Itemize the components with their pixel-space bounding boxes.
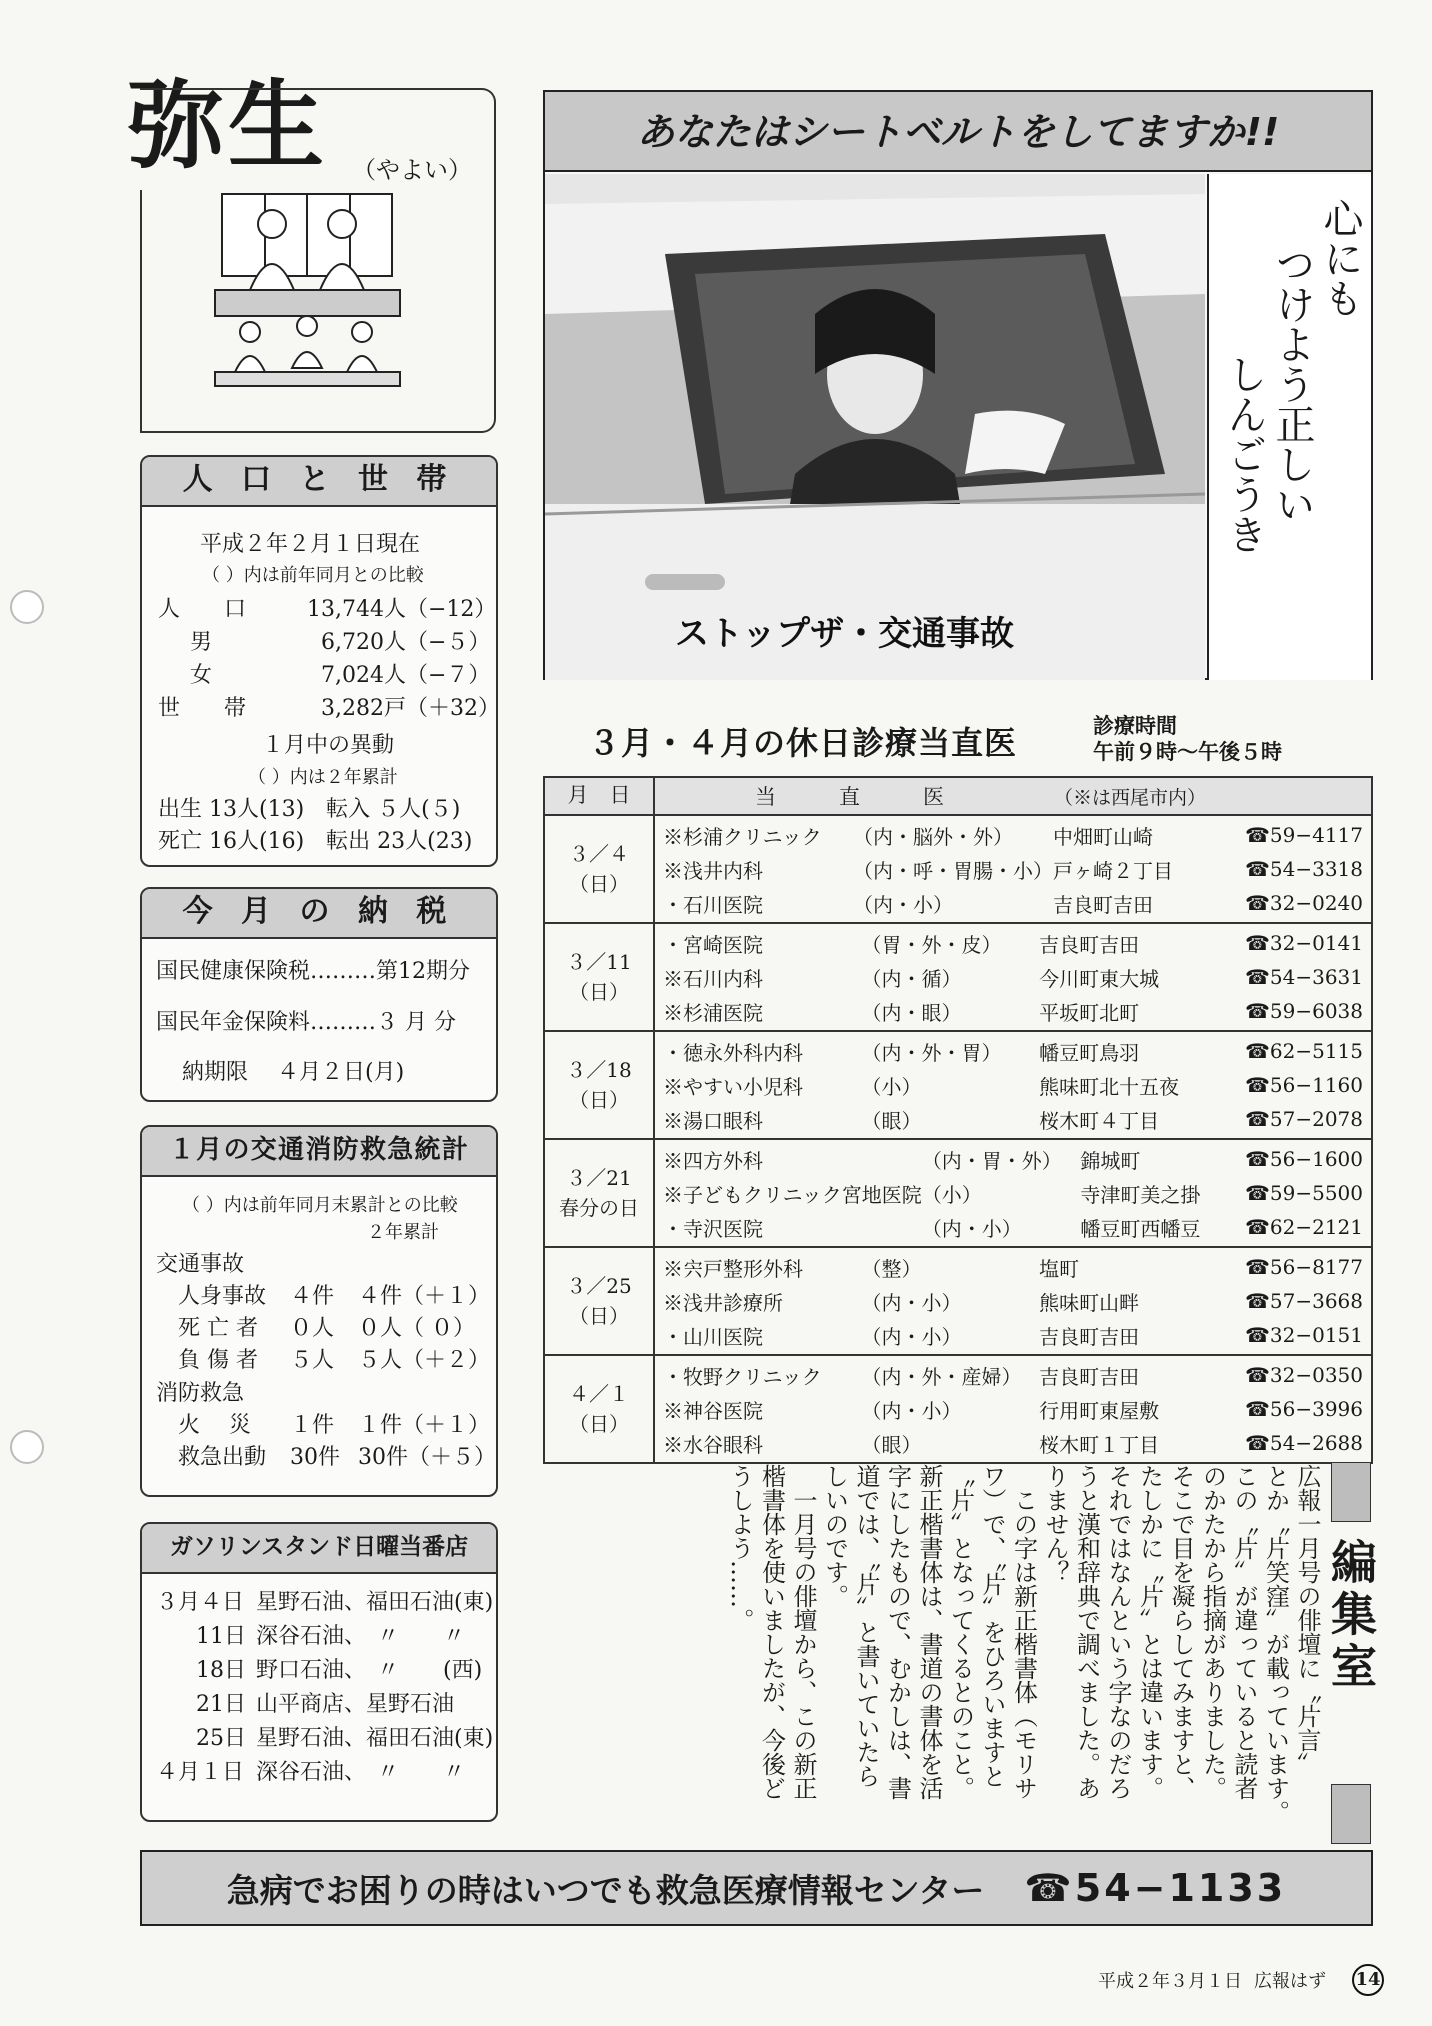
- clinic-tel: ☎54−3318: [1244, 857, 1363, 881]
- population-changes-heading: １月中の異動: [262, 733, 395, 758]
- clinic-date-value: ３／４: [569, 842, 629, 866]
- editorial-title-bar: [1324, 1462, 1378, 1842]
- clinic-tel: ☎32−0151: [1244, 1323, 1363, 1347]
- gas-row: 18日 野口石油、 〃 (西): [196, 1658, 483, 1683]
- traffic-row: 火 災 １件 １件（＋１）: [178, 1413, 491, 1438]
- clinic-table: [543, 776, 1373, 1464]
- tax-row: 国民健康保険税………第12期分: [156, 959, 470, 984]
- clinic-dept: （小）: [921, 1182, 982, 1207]
- clinic-addr: 桜木町１丁目: [1039, 1432, 1160, 1457]
- clinic-group: [544, 1247, 1372, 1355]
- editorial-column: とか〝片笑窪〟が載っています。: [1261, 1464, 1290, 1824]
- clinic-dept: （内・眼）: [861, 1000, 962, 1025]
- editorial-column: たしかに〝片〟とは違います。: [1135, 1464, 1164, 1800]
- editorial-column: そこで目を凝らしてみますと、: [1167, 1464, 1195, 1800]
- traffic-section-accidents: 交通事故: [156, 1252, 245, 1277]
- clinic-name: ・寺沢医院: [663, 1216, 763, 1241]
- clinic-addr: 今川町東大城: [1039, 966, 1160, 991]
- clinic-hours-label: 診療時間: [1093, 714, 1177, 738]
- population-box: [140, 455, 498, 867]
- clinic-hours: 午前９時〜午後５時: [1093, 740, 1282, 764]
- clinic-day-value: （日）: [569, 1304, 629, 1328]
- clinic-group: [544, 923, 1372, 1031]
- clinic-tel: ☎62−5115: [1244, 1039, 1363, 1063]
- editorial-column: ワ）で、〝片〟をひろいますと: [978, 1464, 1006, 1788]
- clinic-addr: 錦城町: [1080, 1148, 1141, 1173]
- clinic-name: ・徳永外科内科: [663, 1040, 803, 1065]
- traffic-row: 救急出動 30件 30件（＋５）: [178, 1445, 496, 1470]
- editorial-column: 道では、〝片〟と書いていたら: [852, 1464, 880, 1788]
- clinic-dept: （内・胃・外）: [921, 1148, 1062, 1173]
- clinic-date-value: ４／１: [569, 1382, 629, 1406]
- clinic-tel: ☎59−6038: [1244, 999, 1363, 1023]
- clinic-row: [663, 1250, 1363, 1284]
- clinic-name: ※神谷医院: [663, 1398, 763, 1423]
- population-row: 女 7,024人（−７）: [190, 663, 491, 688]
- clinic-name: ※浅井内科: [663, 858, 763, 883]
- clinic-addr: 幡豆町西幡豆: [1080, 1216, 1201, 1241]
- clinic-date-value: ３／18: [566, 1058, 632, 1082]
- clinic-row: [663, 1210, 1363, 1244]
- clinic-name: ※四方外科: [663, 1148, 763, 1173]
- clinic-row: [663, 1358, 1363, 1392]
- clinic-group: [544, 1139, 1372, 1247]
- population-row: 世 帯 3,282戸（＋32）: [158, 696, 500, 721]
- traffic-row: 死 亡 者 ０人 ０人（ ０）: [178, 1316, 475, 1341]
- yayoi-reading: （やよい）: [352, 156, 472, 184]
- clinic-tel: ☎59−4117: [1244, 823, 1363, 847]
- tax-row: 国民年金保険料………３ 月 分: [156, 1010, 456, 1035]
- editorial-column: 字にしたもので、むかしは、書: [883, 1464, 912, 1800]
- clinic-group: [544, 1031, 1372, 1139]
- clinic-row: [663, 1034, 1363, 1068]
- clinic-row: [663, 960, 1363, 994]
- gas-row: 21日 山平商店、星野石油: [196, 1692, 455, 1717]
- clinic-name: ※杉浦クリニック: [663, 824, 822, 849]
- clinic-tel: ☎56−1600: [1244, 1147, 1363, 1171]
- yayoi-frame-left: [140, 190, 142, 433]
- clinic-day-value: （日）: [569, 872, 629, 896]
- clinic-dept: （内・循）: [861, 966, 962, 991]
- clinic-day-value: （日）: [569, 1412, 629, 1436]
- editorial-title: 編集室: [1324, 1538, 1378, 1694]
- clinic-dept: （内・呼・胃腸・小）: [853, 858, 1053, 883]
- population-as-of: 平成２年２月１日現在: [200, 532, 421, 557]
- clinic-name: ・宮崎医院: [663, 932, 763, 957]
- clinic-date: [544, 1031, 654, 1139]
- clinic-date: [544, 923, 654, 1031]
- clinic-dept: （内・外・産婦）: [861, 1364, 1022, 1389]
- clinic-dept: （内・小）: [861, 1290, 962, 1315]
- emergency-bar: [140, 1850, 1373, 1926]
- clinic-name: ※宍戸整形外科: [663, 1256, 803, 1281]
- editorial-text: [724, 1464, 1323, 1834]
- clinic-addr: 吉良町吉田: [1039, 932, 1140, 957]
- traffic-row: 人身事故 ４件 ４件（＋１）: [178, 1284, 491, 1309]
- clinic-name: ※やすい小児科: [663, 1074, 803, 1099]
- clinic-group: [544, 815, 1372, 923]
- clinic-tel: ☎32−0240: [1244, 891, 1363, 915]
- editorial-column: 新正楷書体は、書道の書体を活: [915, 1464, 943, 1800]
- clinic-date: [544, 1247, 654, 1355]
- editorial-column: 楷書体を使いましたが、今後ど: [757, 1464, 786, 1800]
- editorial-column: 広報一月号の俳壇に〝片言〟: [1293, 1464, 1321, 1776]
- population-note: （ ）内は前年同月との比較: [202, 565, 424, 586]
- clinic-tel: ☎54−2688: [1244, 1431, 1363, 1455]
- clinic-row: [663, 1284, 1363, 1318]
- clinic-addr: 戸ヶ崎２丁目: [1053, 858, 1173, 883]
- clinic-name: ※水谷眼科: [663, 1432, 763, 1457]
- editorial-column: しいのです。: [820, 1464, 849, 1608]
- traffic-sub: ２年累計: [367, 1222, 439, 1243]
- clinic-tel: ☎32−0350: [1244, 1363, 1363, 1387]
- editorial-bar-top: [1331, 1462, 1371, 1522]
- clinic-day-value: 春分の日: [559, 1196, 639, 1220]
- clinic-addr: 幡豆町鳥羽: [1039, 1040, 1140, 1065]
- clinic-addr: 行用町東屋敷: [1039, 1398, 1160, 1423]
- clinic-row: [663, 1142, 1363, 1176]
- clinic-addr: 吉良町吉田: [1039, 1364, 1140, 1389]
- clinic-row: [663, 886, 1363, 920]
- clinic-tel: ☎56−8177: [1244, 1255, 1363, 1279]
- population-heading: 人 口 と 世 帯: [142, 457, 496, 507]
- clinic-addr: 桜木町４丁目: [1039, 1108, 1160, 1133]
- seatbelt-headline: あなたはシートベルトをしてますか!!: [545, 92, 1371, 172]
- population-change-row: 死亡 16人(16) 転出 23人(23): [158, 829, 473, 854]
- clinic-dept: （胃・外・皮）: [861, 932, 1002, 957]
- editorial-column: この〝片〟が違っていると読者: [1230, 1464, 1258, 1800]
- gas-row: 25日 星野石油、福田石油(東): [196, 1726, 494, 1751]
- traffic-row: 負 傷 者 ５人 ５人（＋２）: [178, 1348, 491, 1373]
- gas-row: ３月４日 星野石油、福田石油(東): [156, 1590, 494, 1615]
- clinic-row: [663, 1392, 1363, 1426]
- clinic-tel: ☎56−3996: [1244, 1397, 1363, 1421]
- clinic-date-value: ３／21: [566, 1166, 632, 1190]
- editorial-column: りません？: [1041, 1464, 1069, 1584]
- punch-hole-bottom: [10, 1430, 44, 1464]
- tax-box: [140, 887, 498, 1102]
- traffic-note: （ ）内は前年同月末累計との比較: [182, 1195, 458, 1216]
- traffic-box: [140, 1125, 498, 1497]
- footer-date: 平成２年３月１日: [1098, 1971, 1242, 1992]
- clinic-name: ・山川医院: [663, 1324, 763, 1349]
- clinic-dept: （内・小）: [921, 1216, 1022, 1241]
- population-row: 男 6,720人（−５）: [190, 630, 491, 655]
- clinic-row: [663, 852, 1363, 886]
- clinic-tel: ☎59−5500: [1244, 1181, 1363, 1205]
- clinic-name: ※湯口眼科: [663, 1108, 763, 1133]
- clinic-dept: （内・小）: [861, 1324, 962, 1349]
- editorial-column: 〝片〟となってくるとのこと。: [946, 1464, 975, 1800]
- clinic-tel: ☎62−2121: [1244, 1215, 1363, 1239]
- clinic-row: [663, 1176, 1363, 1210]
- editorial-column: この字は新正楷書体（モリサ: [1009, 1488, 1038, 1800]
- editorial-column: うと漢和辞典で調べました。あ: [1072, 1464, 1101, 1800]
- gas-heading: ガソリンスタンド日曜当番店: [142, 1524, 496, 1574]
- clinic-day-value: （日）: [569, 980, 629, 1004]
- clinic-row: [663, 1102, 1363, 1136]
- page-number: 14: [1352, 1964, 1384, 1996]
- footer-publication: 広報はず: [1254, 1971, 1326, 1992]
- gas-row: ４月１日 深谷石油、 〃 〃: [156, 1760, 466, 1785]
- clinic-date: [544, 1139, 654, 1247]
- traffic-section-fire: 消防救急: [156, 1381, 245, 1406]
- slogan-line: 心にも: [1317, 198, 1363, 318]
- clinic-dept: （小）: [861, 1074, 922, 1099]
- traffic-heading: １月の交通消防救急統計: [142, 1127, 496, 1177]
- emergency-tel: ☎54−1133: [1024, 1866, 1287, 1910]
- seatbelt-slogan: [1207, 174, 1371, 680]
- population-row: 人 口 13,744人（−12）: [158, 597, 497, 622]
- gas-row: 11日 深谷石油、 〃 〃: [196, 1624, 466, 1649]
- clinic-addr: 吉良町吉田: [1039, 1324, 1140, 1349]
- clinic-group: [544, 1355, 1372, 1463]
- clinic-name: ・牧野クリニック: [663, 1364, 822, 1389]
- clinic-dept: （内・小）: [853, 892, 953, 917]
- clinic-row: [663, 1426, 1363, 1460]
- editorial-column: うしよう……。: [726, 1464, 754, 1632]
- clinic-row: [663, 818, 1363, 852]
- seatbelt-panel: [543, 90, 1373, 680]
- clinic-addr: 中畑町山崎: [1053, 824, 1153, 849]
- seatbelt-photo: [545, 174, 1205, 680]
- clinic-date-value: ３／25: [566, 1274, 632, 1298]
- clinic-name: ※杉浦医院: [663, 1000, 763, 1025]
- clinic-date: [544, 1355, 654, 1463]
- gas-box: [140, 1522, 498, 1822]
- emergency-text: 急病でお困りの時はいつでも救急医療情報センター: [226, 1870, 985, 1910]
- clinic-tel: ☎32−0141: [1244, 931, 1363, 955]
- clinic-tel: ☎56−1160: [1244, 1073, 1363, 1097]
- population-changes-note: （ ）内は２年累計: [248, 767, 398, 788]
- clinic-tel: ☎57−2078: [1244, 1107, 1363, 1131]
- clinic-dept: （整）: [861, 1256, 922, 1281]
- car-driver-photo: [545, 174, 1205, 680]
- yayoi-title: 弥生: [128, 69, 328, 182]
- clinic-tel: ☎54−3631: [1244, 965, 1363, 989]
- editorial-column: それではなんという字なのだろ: [1104, 1464, 1132, 1800]
- editorial-column: のかたから指摘がありました。: [1198, 1464, 1227, 1800]
- tax-row: 納期限 ４月２日(月): [182, 1060, 405, 1085]
- clinic-addr: 熊味町山畔: [1039, 1290, 1140, 1315]
- seatbelt-caption: ストップザ・交通事故: [675, 614, 1014, 654]
- hina-doll-illustration: [210, 190, 405, 390]
- clinic-name: ※石川内科: [663, 966, 763, 991]
- clinic-title: ３月・４月の休日診療当直医: [588, 724, 1018, 762]
- clinic-row: [663, 926, 1363, 960]
- clinic-day-value: （日）: [569, 1088, 629, 1112]
- clinic-row: [663, 1318, 1363, 1352]
- editorial-bar-bottom: [1331, 1784, 1371, 1844]
- clinic-addr: 塩町: [1039, 1256, 1080, 1281]
- clinic-name: ※子どもクリニック宮地医院: [663, 1182, 922, 1207]
- clinic-addr: 寺津町美之掛: [1080, 1182, 1201, 1207]
- population-change-row: 出生 13人(13) 転入 ５人(５): [158, 797, 461, 822]
- clinic-addr: 平坂町北町: [1039, 1000, 1140, 1025]
- clinic-date-value: ３／11: [566, 950, 632, 974]
- slogan-line: つけよう正しい: [1269, 244, 1315, 524]
- clinic-row: [663, 994, 1363, 1028]
- clinic-table-header: [544, 777, 1372, 815]
- clinic-addr: 熊味町北十五夜: [1039, 1074, 1180, 1099]
- clinic-dept: （眼）: [861, 1108, 922, 1133]
- footer: [1098, 1964, 1384, 1996]
- clinic-row: [663, 1068, 1363, 1102]
- col-doctor: 当 直 医 （※は西尾市内）: [654, 777, 1372, 815]
- clinic-tel: ☎57−3668: [1244, 1289, 1363, 1313]
- clinic-dept: （内・外・胃）: [861, 1040, 1002, 1065]
- col-date: 月 日: [544, 777, 654, 815]
- clinic-dept: （内・脳外・外）: [853, 824, 1013, 849]
- clinic-name: ・石川医院: [663, 892, 763, 917]
- punch-hole-top: [10, 590, 44, 624]
- clinic-date: [544, 815, 654, 923]
- clinic-dept: （眼）: [861, 1432, 922, 1457]
- clinic-name: ※浅井診療所: [663, 1290, 783, 1315]
- clinic-dept: （内・小）: [861, 1398, 962, 1423]
- tax-heading: 今 月 の 納 税: [142, 889, 496, 939]
- clinic-addr: 吉良町吉田: [1053, 892, 1153, 917]
- editorial-column: 一月号の俳壇から、この新正: [789, 1488, 817, 1800]
- slogan-line: しんごうき: [1221, 354, 1267, 554]
